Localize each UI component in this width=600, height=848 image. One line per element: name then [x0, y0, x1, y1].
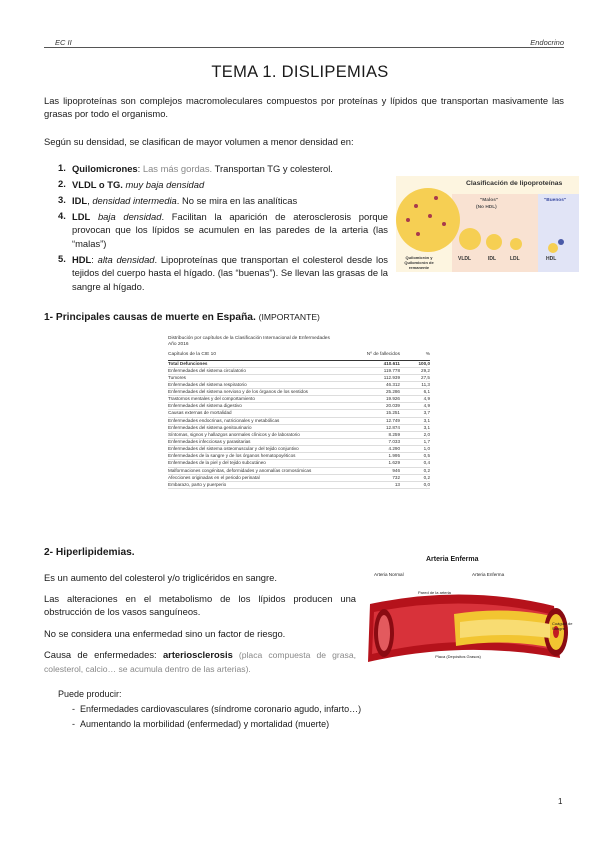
- artery-figure-title: Arteria Enferma: [426, 556, 479, 563]
- table-row: [168, 382, 430, 389]
- table-cell: 1,7: [423, 439, 430, 445]
- table-body: [168, 361, 430, 490]
- hyperlipidemia-risk-factor: No se considera una enfermedad sino un factor de riesgo.: [44, 628, 286, 639]
- table-cell: 0,2: [423, 474, 430, 480]
- lipo-figure-title: Clasificación de lipoproteínas: [466, 180, 563, 187]
- table-cell: 12.874: [385, 424, 400, 430]
- table-row: [168, 425, 430, 432]
- table-cell: 11,3: [421, 381, 430, 387]
- table-cell: 1,0: [423, 446, 430, 452]
- artery-illustration: [364, 578, 579, 684]
- table-cell: Embarazo, parto y puerperio: [168, 481, 227, 487]
- table-cell: Afecciones originadas en el periodo perinatal: [168, 474, 260, 480]
- table-cell: 7.033: [388, 439, 400, 445]
- artery-wall-label: Pared de la arteria: [418, 590, 451, 595]
- page-title: TEMA 1. DISLIPEMIAS: [211, 63, 389, 81]
- table-row: [168, 361, 430, 368]
- table-cell: 8.259: [388, 431, 400, 437]
- table-header-row: [168, 352, 430, 361]
- table-row: [168, 475, 430, 482]
- puede-producir: Puede producir:: [58, 689, 122, 699]
- table-cell: Enfermedades de la sangre y de los órganos hematopoyéticos: [168, 453, 296, 459]
- table-cell: Total Defunciones: [168, 360, 208, 366]
- table-cell: 0,5: [423, 453, 430, 459]
- table-cell: Malformaciones congénitas, deformidades y anomalías cromosómicas: [168, 467, 312, 473]
- artery-normal-label: Arteria Normal: [374, 572, 404, 577]
- table-cell: 27,5: [421, 374, 430, 380]
- table-cell: 29,2: [421, 367, 430, 373]
- table-cell: 100,0: [418, 360, 430, 366]
- section-1-heading: 1- Principales causas de muerte en España. (IMPORTANTE): [44, 312, 320, 323]
- table-cell: 946: [392, 467, 400, 473]
- table-cell: Enfermedades del sistema genitourinario: [168, 424, 252, 430]
- causa-paragraph: Causa de enfermedades: arteriosclerosis (placa compuesta de grasa, colesterol, calcio… se acumula dentro de las arterias).: [44, 649, 356, 675]
- table-cell: 25.286: [385, 389, 400, 395]
- table-row: [168, 446, 430, 453]
- table-cell: 112.939: [383, 374, 400, 380]
- list-number: 5.: [58, 253, 66, 264]
- table-caption-year: Año 2016: [168, 342, 189, 347]
- lipo-no-hdl-label: (No HDL): [476, 205, 497, 210]
- table-cell: Tumores: [168, 374, 186, 380]
- table-row: [168, 432, 430, 439]
- table-cell: 3,7: [423, 410, 430, 416]
- table-cell: 19.926: [385, 396, 400, 402]
- table-cell: 12.749: [385, 417, 400, 423]
- table-row: [168, 468, 430, 475]
- list-item: IDL, densidad intermedia. No se mira en las analíticas: [72, 195, 298, 206]
- table-cell: 4,9: [423, 396, 430, 402]
- table-cell: 1.629: [388, 460, 400, 466]
- table-cell: Enfermedades infecciosas y parasitarias: [168, 439, 251, 445]
- table-row: [168, 482, 430, 489]
- page-number: 1: [558, 797, 563, 806]
- table-row: [168, 453, 430, 460]
- table-caption: Distribución por capítulos de la Clasificación Internacional de Enfermedades: [168, 336, 330, 341]
- hyperlipidemia-metabolism: Las alteraciones en el metabolismo de los lípidos producen una obstrucción de los vasos sanguíneos.: [44, 593, 356, 618]
- table-cell: Causas externas de mortalidad: [168, 410, 232, 416]
- lipo-label-idl: IDL: [488, 256, 497, 262]
- lipoprotein-classification-figure: [396, 176, 579, 272]
- list-number: 4.: [58, 210, 66, 221]
- table-cell: 3,1: [423, 417, 430, 423]
- table-row: [168, 403, 430, 410]
- table-row: [168, 439, 430, 446]
- intro-paragraph: Las lipoproteínas son complejos macromoleculares compuestos por proteínas y lípidos que transportan masivamente las grasas por todo el organismo.: [44, 95, 564, 120]
- mortality-table: [168, 336, 430, 489]
- table-cell: 0,0: [423, 481, 430, 487]
- table-cell: Enfermedades del sistema digestivo: [168, 403, 242, 409]
- table-col-header: Capítulos de la CIE 10: [168, 352, 216, 357]
- bullet-item: - Enfermedades cardiovasculares (síndrome coronario agudo, infarto…): [72, 704, 362, 714]
- table-cell: Enfermedades de la piel y del tejido subcutáneo: [168, 460, 266, 466]
- table-cell: 732: [392, 474, 400, 480]
- lipo-label-quilomicron: Quilomicrón y Quilomicrón de remanente: [404, 255, 434, 270]
- table-col-header: Nº de fallecidos: [366, 352, 400, 357]
- table-cell: 4.290: [388, 446, 400, 452]
- table-cell: 0,4: [423, 460, 430, 466]
- list-item: LDL baja densidad. Facilitan la aparición de aterosclerosis porque provocan que los lípidos se acumulen en las paredes de la arteria (las “malas”): [72, 211, 388, 249]
- lipo-malos-label: "Malos": [480, 198, 499, 203]
- table-cell: Enfermedades del sistema nervioso y de los órganos de los sentidos: [168, 389, 308, 395]
- table-cell: Enfermedades endocrinas, nutricionales y metabólicas: [168, 417, 280, 423]
- table-cell: Trastornos mentales y del comportamiento: [168, 396, 255, 402]
- table-row: [168, 418, 430, 425]
- table-row: [168, 389, 430, 396]
- table-cell: 0,2: [423, 467, 430, 473]
- density-intro: Según su densidad, se clasifican de mayor volumen a menor densidad en:: [44, 136, 354, 147]
- plaque-label: Placa (Depósitos Grasos): [435, 654, 481, 659]
- table-cell: 2,0: [423, 431, 430, 437]
- list-item: VLDL o TG. muy baja densidad: [72, 179, 205, 190]
- table-cell: Enfermedades del sistema osteomuscular y del tejido conjuntivo: [168, 446, 299, 452]
- table-cell: 20.039: [385, 403, 400, 409]
- table-row: [168, 460, 430, 467]
- table-row: [168, 368, 430, 375]
- table-row: [168, 410, 430, 417]
- header-rule: [44, 47, 564, 48]
- table-cell: Enfermedades del sistema circulatorio: [168, 367, 246, 373]
- table-col-header: %: [425, 352, 430, 357]
- table-cell: 15.251: [385, 410, 400, 416]
- list-number: 2.: [58, 178, 66, 189]
- artery-diseased-label: Arteria Enferma: [472, 572, 505, 577]
- hyperlipidemia-definition: Es un aumento del colesterol y/o triglicéridos en sangre.: [44, 572, 277, 583]
- table-cell: 1.995: [388, 453, 400, 459]
- header-right: Endocrino: [530, 38, 564, 47]
- table-cell: 46.312: [385, 381, 400, 387]
- section-2-heading: 2- Hiperlipidemias.: [44, 547, 135, 558]
- lipo-label-ldl: LDL: [510, 256, 520, 262]
- lipo-label-hdl: HDL: [546, 256, 557, 262]
- table-cell: 13: [394, 481, 400, 487]
- blood-clot-label: Coágulo de Sangre: [552, 621, 573, 631]
- list-item: Quilomicrones: Las más gordas. Transportan TG y colesterol.: [72, 163, 333, 174]
- table-cell: 6,1: [423, 389, 430, 395]
- list-number: 3.: [58, 194, 66, 205]
- table-cell: 410.611: [383, 360, 400, 366]
- bullet-item: - Aumentando la morbilidad (enfermedad) y mortalidad (muerte): [72, 719, 330, 729]
- table-row: [168, 396, 430, 403]
- table-cell: 3,1: [423, 424, 430, 430]
- diseased-artery-figure: [364, 556, 579, 686]
- table-cell: 4,9: [423, 403, 430, 409]
- header-left: EC II: [55, 38, 72, 47]
- table-row: [168, 375, 430, 382]
- lipo-label-vldl: VLDL: [458, 256, 472, 262]
- list-item: HDL: alta densidad. Lipoproteínas que transportan el colesterol desde los tejidos del cuerpo hasta el hígado. (las “buenas”). Se llevan las grasas de la sangre al hígado.: [72, 254, 388, 292]
- lipo-buenos-label: "Buenos": [544, 198, 567, 203]
- table-cell: Síntomas, signos y hallazgos anormales clínicos y de laboratorio: [168, 431, 300, 437]
- table-cell: Enfermedades del sistema respiratorio: [168, 381, 247, 387]
- list-number: 1.: [58, 162, 66, 173]
- table-cell: 119.778: [383, 367, 400, 373]
